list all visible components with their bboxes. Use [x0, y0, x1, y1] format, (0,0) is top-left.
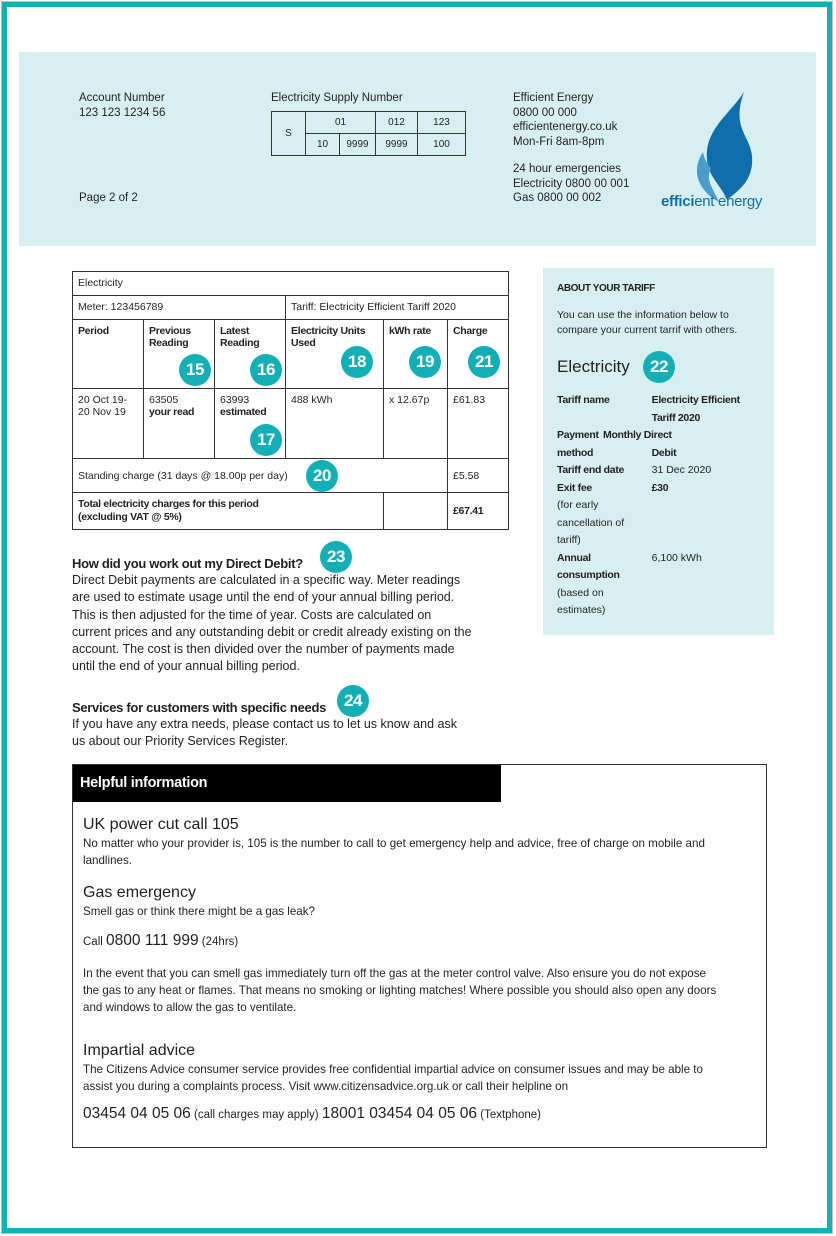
col-period: Period [73, 320, 144, 389]
helpful-information-title: Helpful information [73, 765, 501, 802]
logo-wordmark [661, 193, 762, 210]
power-cut-body: No matter who your provider is, 105 is the number to call to get emergency help and advice, free of charge on mobile and landlines. [83, 837, 705, 867]
annual-consumption-label: Annual [557, 551, 591, 564]
supply-number-label: Electricity Supply Number [271, 92, 403, 104]
direct-debit-heading [72, 556, 472, 572]
total-label [73, 493, 384, 530]
impartial-advice-section [83, 1041, 723, 1124]
badge-18: 18 [341, 346, 373, 378]
tariff-fuel-label: Electricity [557, 357, 630, 376]
supply-cell: 9999 [340, 134, 376, 156]
emergency-gas: Gas 0800 00 002 [513, 192, 602, 204]
specific-needs-heading [72, 700, 472, 716]
kwh-rate-cell: x 12.67p [384, 389, 448, 459]
account-info [79, 91, 165, 120]
annual-consumption-note: (based on [557, 586, 604, 599]
direct-debit-heading-text: How did you work out my Direct Debit? [72, 556, 303, 571]
annual-consumption-label-2: consumption [557, 569, 620, 581]
exit-fee-note: (for early [557, 499, 599, 511]
total-empty-cell [384, 493, 448, 530]
payment-method-label: Payment [557, 429, 599, 441]
electricity-charges-table [72, 271, 509, 530]
gas-call-number[interactable]: 0800 111 999 [106, 932, 199, 949]
power-cut-heading: UK power cut call 105 [83, 816, 239, 833]
badge-19: 19 [409, 346, 441, 378]
gas-emergency-heading: Gas emergency [83, 884, 196, 901]
meter-number: Meter: 123456789 [73, 296, 286, 320]
exit-fee-note-3: tariff) [557, 534, 581, 546]
tariff-name-value: Electricity Efficient [651, 394, 740, 406]
period-start: 20 Oct 19- [78, 394, 128, 406]
tariff-end-date-value: 31 Dec 2020 [651, 464, 712, 476]
total-value: £67.41 [448, 493, 509, 530]
standing-charge-label [73, 459, 448, 493]
tariff-fuel-heading [557, 352, 760, 382]
badge-22: 22 [643, 351, 675, 383]
specific-needs-body: If you have any extra needs, please contact us to let us know and ask us about our Priority Services Register. [72, 717, 457, 749]
latest-reading-value: 63993 [220, 394, 250, 406]
company-contact [513, 91, 617, 149]
latest-reading-cell [215, 389, 286, 459]
col-kwh-rate-label: kWh rate [389, 325, 431, 337]
col-kwh-rate [384, 320, 448, 389]
annual-consumption-note-2: estimates) [557, 604, 606, 616]
logo-text-bold: effici [661, 193, 695, 210]
payment-method-value: Monthly Direct [603, 429, 672, 441]
supply-cell: 123 [418, 112, 466, 134]
helpline-numbers [83, 1105, 723, 1124]
header-band [19, 52, 816, 246]
gas-emergency-section [83, 883, 723, 1016]
company-website[interactable]: efficientenergy.co.uk [513, 121, 618, 133]
tariff-end-date-label: Tariff end date [557, 464, 625, 476]
specific-needs-heading-text: Services for customers with specific needs [72, 700, 327, 715]
gas-emergency-call [83, 932, 723, 951]
company-phone[interactable]: 0800 00 000 [513, 106, 577, 119]
badge-17: 17 [250, 424, 282, 456]
badge-15: 15 [179, 354, 211, 386]
emergency-label: 24 hour emergencies [513, 163, 622, 175]
previous-reading-value: 63505 [149, 394, 179, 406]
tariff-panel-title: ABOUT YOUR TARIFF [557, 283, 655, 294]
total-label-line-2: (excluding VAT @ 5%) [78, 511, 182, 523]
account-label: Account Number [79, 92, 165, 104]
previous-reading-cell [144, 389, 215, 459]
charge-cell: £61.83 [448, 389, 509, 459]
about-your-tariff-panel [543, 268, 774, 635]
exit-fee-label: Exit fee [557, 481, 592, 494]
exit-fee-value: £30 [651, 481, 669, 494]
table-title: Electricity [73, 272, 509, 296]
table-row [73, 389, 509, 459]
supply-cell: 10 [306, 134, 340, 156]
badge-21: 21 [468, 346, 500, 378]
gas-call-prefix: Call [83, 936, 103, 948]
tariff-details [557, 392, 760, 620]
previous-reading-note: your read [149, 406, 195, 418]
account-number: 123 123 1234 56 [79, 106, 166, 119]
tariff-name: Tariff: Electricity Efficient Tariff 2020 [286, 296, 509, 320]
gas-emergency-body: In the event that you can smell gas immediately turn off the gas at the meter control valve. Also ensure you do not expose the gas to any heat or flames. That means no smoking or lighting matches! Where possible you should also open any doors and windows to allow the gas to ventilate. [83, 967, 717, 1014]
supply-cell: 100 [418, 134, 466, 156]
supply-cell: 9999 [376, 134, 418, 156]
tariff-name-value-2: Tariff 2020 [651, 411, 701, 424]
logo-text-rest: ent energy [694, 193, 763, 210]
direct-debit-body: Direct Debit payments are calculated in a specific way. Meter readings are used to estimate usage until the end of your annual billing period. This is then adjusted for the time of year. Costs are calculated on current prices and any outstanding debit or credit already existing on the account. The cost is then divided over the number of payments made until the end of your annual billing period. [72, 573, 472, 674]
direct-debit-section [72, 547, 472, 676]
supply-number-table [271, 111, 466, 156]
company-name: Efficient Energy [513, 92, 594, 104]
col-units-used-label: Electricity Units Used [291, 325, 366, 349]
col-previous-reading-label: Previous Reading [149, 325, 191, 349]
total-label-line-1: Total electricity charges for this period [78, 498, 259, 510]
standing-charge-value: £5.58 [448, 459, 509, 493]
tariff-panel-intro: You can use the information below to compare your current tarrif with others. [557, 309, 738, 336]
period-cell [73, 389, 144, 459]
impartial-advice-heading: Impartial advice [83, 1042, 196, 1059]
helpline-number[interactable]: 03454 04 05 06 [83, 1105, 191, 1122]
payment-method-label-2: method [557, 446, 594, 459]
payment-method-value-2: Debit [651, 446, 677, 459]
col-latest-reading-label: Latest Reading [220, 325, 260, 349]
col-units-used [286, 320, 384, 389]
gas-call-suffix: (24hrs) [201, 936, 239, 948]
col-charge-label: Charge [453, 325, 488, 337]
period-end: 20 Nov 19 [78, 406, 126, 418]
badge-23: 23 [320, 541, 352, 573]
gas-emergency-question: Smell gas or think there might be a gas leak? [83, 905, 315, 918]
badge-20: 20 [306, 460, 338, 492]
impartial-advice-body: The Citizens Advice consumer service provides free confidential impartial advice on consumer issues and may be able to assist you during a complaints process. Visit www.citizensadvice.org.uk or call their helpline on [83, 1063, 703, 1093]
latest-reading-note: estimated [220, 406, 267, 418]
units-used-cell: 488 kWh [286, 389, 384, 459]
textphone-note: (Textphone) [480, 1109, 541, 1121]
badge-16: 16 [250, 354, 282, 386]
page-number: Page 2 of 2 [79, 192, 138, 204]
power-cut-section [83, 815, 723, 869]
supply-cell: 01 [306, 112, 376, 134]
helpline-note: (call charges may apply) [193, 1109, 319, 1121]
standing-charge-text: Standing charge (31 days @ 18.00p per day) [78, 469, 288, 482]
col-charge [448, 320, 509, 389]
exit-fee-note-2: cancellation of [557, 516, 625, 529]
emergency-electricity: Electricity 0800 00 001 [513, 177, 630, 190]
textphone-number[interactable]: 18001 03454 04 05 06 [321, 1105, 478, 1122]
supply-s-cell: S [272, 112, 306, 156]
emergency-contacts [513, 162, 629, 206]
col-previous-reading [144, 320, 215, 389]
company-hours: Mon-Fri 8am-8pm [513, 135, 605, 148]
annual-consumption-value: 6,100 kWh [651, 551, 702, 564]
supply-cell: 012 [376, 112, 418, 134]
helpful-information-box [72, 764, 767, 1148]
specific-needs-section [72, 691, 472, 751]
tariff-name-label: Tariff name [557, 394, 610, 406]
col-latest-reading [215, 320, 286, 389]
badge-24: 24 [337, 685, 369, 717]
